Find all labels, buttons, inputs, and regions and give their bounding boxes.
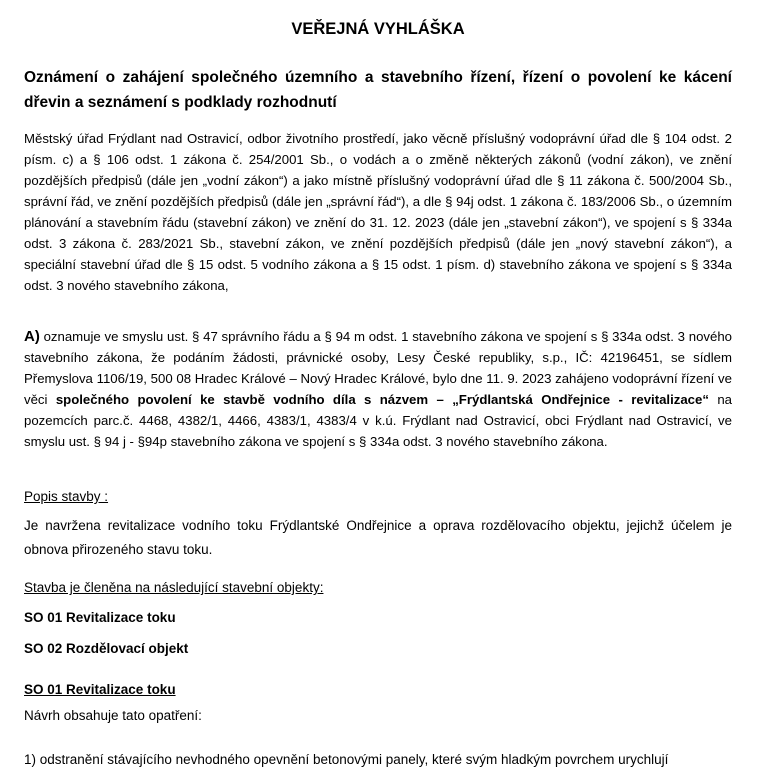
navrh-text: Návrh obsahuje tato opatření:	[24, 708, 202, 723]
object-item: SO 02 Rozdělovací objekt	[24, 641, 189, 656]
objects-heading: Stavba je členěna na následující stavební objekty:	[24, 580, 324, 595]
section-a-letter: A)	[24, 328, 40, 345]
section-a-paragraph	[24, 326, 732, 452]
section-a-bold-text: společného povolení ke stavbě vodního díla s názvem – „Frýdlantská Ondřejnice - revitalizace“	[55, 392, 709, 407]
object-item: SO 01 Revitalizace toku	[24, 610, 176, 625]
document-subtitle: Oznámení o zahájení společného územního a stavebního řízení, řízení o povolení ke kácení dřevin a seznámení s podklady rozhodnutí	[24, 69, 732, 111]
popis-heading: Popis stavby :	[24, 489, 109, 504]
popis-text: Je navržena revitalizace vodního toku Frýdlantské Ondřejnice a oprava rozdělovacího objektu, jejichž účelem je obnova přirozeného stavu toku.	[24, 518, 732, 557]
intro-paragraph: Městský úřad Frýdlant nad Ostravicí, odbor životního prostředí, jako věcně příslušný vodoprávní úřad dle § 104 odst. 2 písm. c) a § 106 odst. 1 zákona č. 254/2001 Sb., o vodách a o změně některých zákonů (vodní zákon), ve znění pozdějších předpisů (dále jen „vodní zákon“) a jako místně příslušný vodoprávní úřad dle § 11 zákona č. 500/2004 Sb., správní řád, ve znění pozdějších předpisů (dále jen „správní řád“), a dle § 94j odst. 1 zákona č. 183/2006 Sb., o územním plánování a stavebním řádu (stavební zákon) ve znění do 31. 12. 2023 (dále jen „stavební zákon“), ve spojení s § 334a odst. 3 zákona č. 283/2021 Sb., stavební zákon, ve znění pozdějších předpisů (dále jen „nový stavební zákon“), a speciální stavební úřad dle § 15 odst. 5 vodního zákona a § 15 odst. 1 písm. d) stavebního zákona ve spojení s § 334a odst. 3 nového stavebního zákona,	[24, 131, 732, 293]
section-a-text-2: na pozemcích parc.č. 4468, 4382/1, 4466, 4383/1, 4383/4 v k.ú. Frýdlant nad Ostravicí, obci Frýdlant nad Ostravicí, ve smyslu ust. § 94 j - §94p stavebního zákona ve spojení s § 334a odst. 3 nového stavebního zákona.	[24, 392, 732, 449]
document-title: VEŘEJNÁ VYHLÁŠKA	[291, 20, 465, 38]
measure-item-1: 1) odstranění stávajícího nevhodného opevnění betonovými panely, které svým hladkým povrchem urychlují	[24, 752, 669, 767]
so01-heading: SO 01 Revitalizace toku	[24, 682, 176, 697]
section-a-text-1: oznamuje ve smyslu ust. § 47 správního řádu a § 94 m odst. 1 stavebního zákona ve spojení s § 334a odst. 3 nového stavebního zákona, že podáním žádosti, právnické osoby, Lesy České republiky, s.p., IČ: 42196451, se sídlem Přemyslova 1106/19, 500 08 Hradec Králové – Nový Hradec Králové, bylo dne 11. 9. 2023 zahájeno vodoprávní řízení ve věci	[24, 329, 732, 407]
